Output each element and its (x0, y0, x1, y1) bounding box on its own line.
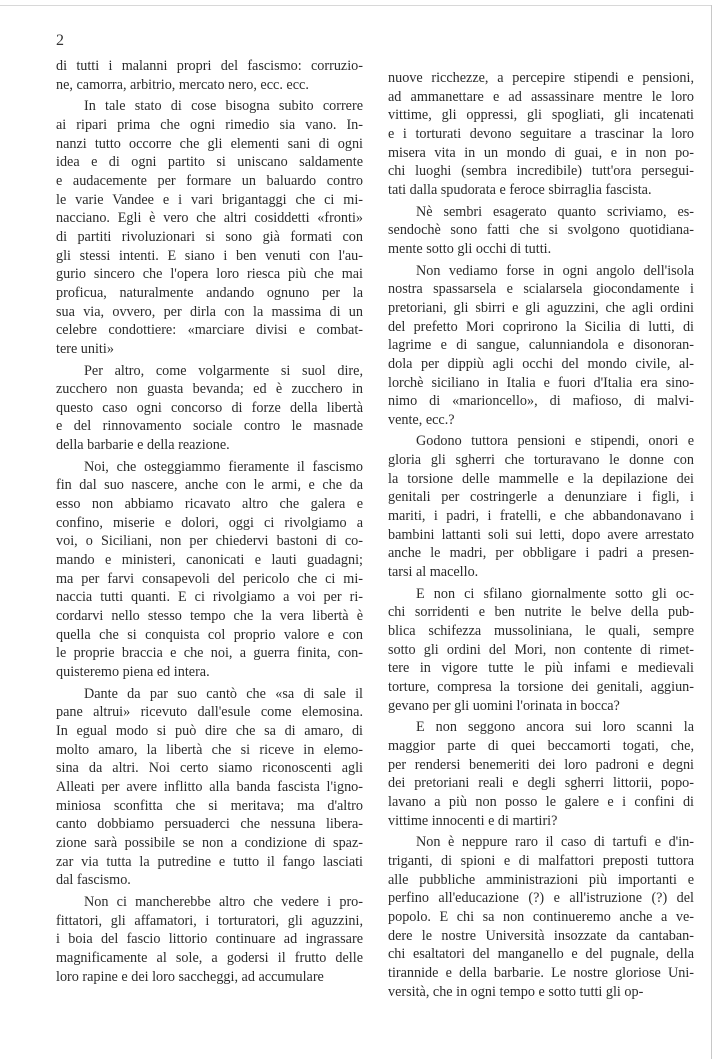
text-line: Dante da par suo cantò che «sa di sale il (84, 685, 363, 702)
paragraph (388, 203, 694, 259)
text-line: mente sotto gli occhi di tutti. (388, 240, 552, 257)
text-line: ne, camorra, arbitrio, mercato nero, ecc. ecc. (56, 76, 309, 93)
text-line: misera vita in un mondo di guai, e in non po- (388, 144, 694, 161)
text-line: maggior parte di quei beccamorti togati, che, (388, 737, 694, 754)
text-line: nostra spassarsela e scialarsela giocondamente i (388, 281, 694, 298)
text-line: confino, miserie e dolori, oggi ci rivolgiamo a (56, 514, 363, 531)
text-line: Per altro, come volgarmente si suol dire, (84, 362, 363, 379)
text-line: gli stessi intenti. E siano i ben venuti con l'au- (56, 247, 363, 264)
text-line: gevano per gli uomini l'orinata in bocca? (388, 697, 620, 714)
text-line: vittime innocenti e di martiri? (388, 812, 558, 829)
text-line: lagrime e di sangue, calunniandola e disonoran- (388, 337, 694, 354)
text-line: fittatori, gli affamatori, i torturatori, gli aguzzini, (56, 912, 363, 929)
text-line: torture, compresa la torsione dei genitali, aggiun- (388, 679, 694, 695)
text-line: e del rinnovamento sociale contro le masnade (56, 418, 363, 435)
paragraph (56, 685, 363, 890)
text-line: lavano a più non posso le galere e i confini di (388, 793, 694, 810)
text-line: genitali per costringerle a denunziare i figli, i (388, 489, 694, 506)
text-line: proficua, naturalmente andando ognuno per la (56, 284, 363, 301)
text-line: magnificamente al sole, a godersi il frutto delle (56, 949, 363, 966)
left-column (56, 57, 363, 986)
page-edge-right (711, 5, 712, 1059)
text-line: blica schifezza mussoliniana, le quali, sempre (388, 623, 694, 640)
text-line: vente, ecc.? (388, 411, 455, 428)
text-line: Nè sembri esagerato quanto scriviamo, es- (416, 203, 694, 220)
text-line: ma per farvi consapevoli del pericolo che ci mi- (56, 570, 363, 587)
paragraph (388, 432, 694, 581)
text-line: vittime, gli oppressi, gli spogliati, gli incatenati (388, 107, 694, 124)
text-line: naccia tutti quanti. E ci rivolgiamo a voi per ri- (56, 589, 363, 606)
text-line: quisteremo piena ed intera. (56, 664, 210, 680)
text-line: e audacemente per formare un baluardo contro (56, 172, 363, 189)
text-line: alle pubbliche amministrazioni più importanti e (388, 871, 694, 888)
text-line: i boia del fascio littorio continuare ad ingrassare (56, 931, 363, 948)
text-line: nuove ricchezze, a percepire stipendi e pensioni, (388, 70, 694, 86)
text-line: anche le madri, per obbligare i padri a presen- (388, 545, 694, 562)
right-column (388, 69, 694, 1001)
text-line: sendochè sono fatti che si svolgono quotidiana- (388, 222, 694, 239)
text-line: cordarvi nello stesso tempo che la vera libertà è (56, 608, 363, 625)
text-line: chi luoghi (sembra incredibile) tutt'ora persegui- (388, 163, 694, 180)
text-line: questo caso ogni concorso di forze della libertà (56, 399, 363, 416)
text-line: sotto gli ordini del Mori, non contente di rimet- (388, 641, 694, 658)
text-line: versità, che in ogni tempo e sotto tutti gli op- (388, 983, 644, 1000)
text-line: quella che si conquista col proprio valore e con (56, 626, 363, 643)
text-line: zucchero non guasta bevanda; ed è zucchero in (56, 381, 363, 398)
text-line: E non seggono ancora sui loro scanni la (416, 719, 694, 736)
text-line: zar via tutta la putredine e tutto il fango lasciati (56, 853, 363, 870)
paragraph (56, 57, 363, 94)
text-line: chi sorridenti e ben nutrite le belve della pub- (388, 604, 694, 621)
paragraph (56, 458, 363, 682)
text-line: tarsi al macello. (388, 564, 479, 581)
text-line: popolo. E chi sa non continueremo anche a ve- (388, 908, 694, 925)
text-line: esso non abbiamo ricavato altro che galera e (56, 496, 363, 513)
paragraph (388, 585, 694, 716)
text-line: Non vediamo forse in ogni angolo dell'isola (416, 262, 694, 279)
text-line: gloria gli sgherri che torturavano le donne con (388, 452, 694, 469)
text-line: idea e di ogni partito si uniscano saldamente (56, 154, 363, 171)
text-line: Godono tuttora pensioni e stipendi, onori e (416, 433, 694, 450)
text-line: tati dalla spudorata e feroce sbirraglia fascista. (388, 181, 652, 198)
text-line: loro rapine e dei loro saccheggi, ad accumulare (56, 968, 324, 985)
text-line: Non è neppure raro il caso di tartufi e d'in- (416, 834, 694, 851)
text-line: Alleati per avere inflitto alla banda fascista l'igno- (56, 778, 363, 795)
text-line: nimo di «marioncello», di mafioso, di malvi- (388, 393, 694, 410)
text-line: sua via, ovvero, per dirla con la massima di un (56, 303, 363, 320)
text-line: bambini lattanti soli sui letti, dopo avere arrestato (388, 526, 694, 543)
text-line: celebre condottiere: «marciare divisi e combat- (56, 322, 363, 339)
paragraph (56, 97, 363, 358)
text-line: del prefetto Mori coprirono la Sicilia di lutti, di (388, 318, 694, 335)
text-line: Noi, che osteggiammo fieramente il fascismo (84, 458, 363, 475)
page-edge-top (0, 5, 712, 6)
text-line: sina da altri. Noi certo siamo riconoscenti agli (56, 760, 363, 777)
text-line: triganti, di spioni e di malfattori preposti tuttora (388, 852, 694, 869)
text-line: le proprie braccia e che noi, a guerra finita, con- (56, 645, 363, 662)
text-line: molto amaro, la libertà che si riceve in elemo- (56, 741, 363, 758)
text-line: ai ripari prima che ogni rimedio sia vano. In- (56, 116, 363, 133)
text-line: perfino all'educazione (?) e all'istruzione (?) del (388, 890, 694, 907)
text-line: dal fascismo. (56, 872, 131, 889)
text-line: dere le nostre Università insozzate da cantaban- (388, 927, 694, 944)
page-number: 2 (56, 32, 64, 49)
text-line: miniosa sconfitta che si meritava; ma d'altro (56, 797, 363, 814)
text-line: E non ci sfilano giornalmente sotto gli oc- (416, 585, 694, 602)
text-line: lorchè siciliano in Italia e fuori d'Italia era sino- (388, 374, 694, 391)
paragraph (388, 69, 694, 200)
text-line: fin dal suo nascere, anche con le armi, e che da (56, 477, 363, 494)
text-line: tirannide e della barbarie. Le nostre gloriose Uni- (388, 964, 694, 981)
text-line: le varie Vandee e i vari brigantaggi che ci mi- (56, 191, 363, 208)
text-line: per rendersi benemeriti dei loro padroni e degni (388, 756, 694, 773)
text-line: tere uniti» (56, 340, 114, 357)
text-line: la torsione delle mammelle e la depilazione dei (388, 470, 694, 487)
paragraph (388, 718, 694, 830)
text-line: nanzi tutto occorre che gli elementi sani di ogni (56, 135, 363, 152)
paragraph (56, 362, 363, 455)
text-line: gurio sincero che l'opera loro riesca più che mai (56, 266, 363, 283)
text-line: e i torturati devono seguitare a trascinar la loro (388, 125, 694, 142)
paragraph (56, 893, 363, 986)
text-line: mariti, i padri, i fratelli, e che abbandonavano i (388, 508, 694, 525)
text-line: pretoriani, gli sbirri e gli aguzzini, che agli ordini (388, 299, 694, 316)
text-line: dola per dippiù agli occhi del mondo civile, al- (388, 355, 694, 372)
text-line: ad ammanettare e ad assassinare mentre le loro (388, 88, 694, 105)
text-line: In tale stato di cose bisogna subito correre (84, 98, 363, 115)
text-line: pane altrui» ricevuto dall'esule come elemosina. (56, 704, 363, 721)
text-line: dei pretoriani reali e degli sgherri littorii, popo- (388, 775, 694, 792)
text-line: In egual modo si può dire che sa di amaro, di (56, 722, 363, 739)
text-line: voi, o Siciliani, non per chiedervi bastoni di co- (56, 533, 363, 550)
text-line: Non ci mancherebbe altro che vedere i pro- (84, 893, 363, 910)
paragraph (388, 833, 694, 1001)
paragraph (388, 262, 694, 430)
text-line: tere in vigore tutte le più infami e medievali (388, 660, 694, 677)
text-line: della barbarie e della reazione. (56, 437, 230, 454)
text-line: di partiti rivoluzionari si sono già formati con (56, 228, 363, 245)
text-line: di tutti i malanni propri del fascismo: corruzio- (56, 58, 363, 74)
text-line: chi esaltatori del manganello e del pugnale, della (388, 946, 694, 963)
text-line: zione sarà possibile se non a condizione di spaz- (56, 834, 363, 851)
text-line: canto dobbiamo persuaderci che nessuna libera- (56, 816, 363, 833)
text-line: mando e ministeri, canonicati e lauti guadagni; (56, 552, 363, 569)
text-line: nacciano. Egli è vero che altri cosiddetti «fronti» (56, 210, 363, 227)
